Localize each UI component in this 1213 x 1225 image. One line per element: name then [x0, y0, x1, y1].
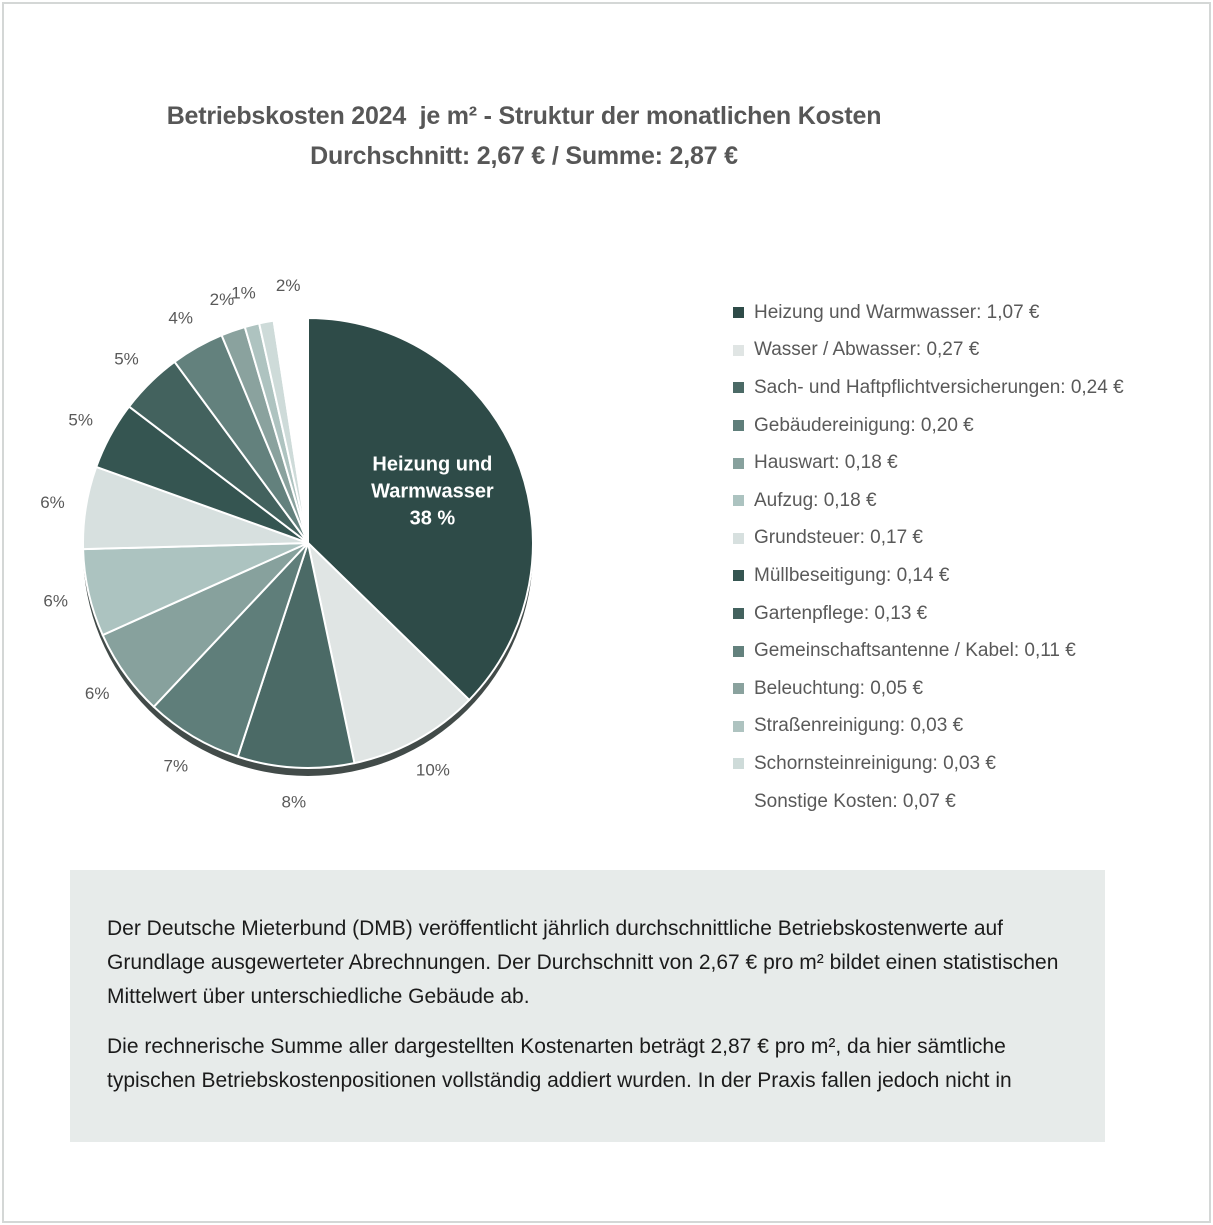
- legend-label: Grundsteuer: 0,17 €: [754, 527, 923, 549]
- legend-swatch: [733, 495, 744, 506]
- legend-label: Sach- und Haftpflichtversicherungen: 0,24 €: [754, 376, 1124, 398]
- legend-swatch: [733, 420, 744, 431]
- legend-swatch: [733, 758, 744, 769]
- legend-label: Müllbeseitigung: 0,14 €: [754, 564, 950, 586]
- legend-label: Sonstige Kosten: 0,07 €: [754, 790, 956, 812]
- description-box: [70, 870, 1105, 1142]
- pie-percent-label: 8%: [281, 792, 307, 812]
- pie-inside-label: Heizung und Warmwasser 38 %: [371, 453, 494, 530]
- legend-swatch: [733, 608, 744, 619]
- description-paragraph-2: Die rechnerische Summe aller dargestellten Kostenarten beträgt 2,87 € pro m², da hier sämtliche typischen Betriebskostenpositionen vollständig addiert wurden. In der Praxis fallen jedoch nicht in: [107, 1035, 1012, 1092]
- legend-item: [733, 670, 1124, 708]
- legend-swatch: [733, 646, 744, 657]
- pie-percent-label: 1%: [231, 283, 256, 303]
- legend-item: [733, 783, 1124, 821]
- legend-label: Hauswart: 0,18 €: [754, 452, 898, 474]
- legend-label: Gartenpflege: 0,13 €: [754, 602, 928, 624]
- legend-swatch: [733, 796, 744, 807]
- legend-item: [733, 294, 1124, 332]
- chart-title-block: [0, 96, 1048, 176]
- legend-label: Straßenreinigung: 0,03 €: [754, 715, 964, 737]
- legend-swatch: [733, 307, 744, 318]
- pie-percent-label: 5%: [114, 349, 139, 369]
- legend-item: [733, 369, 1124, 407]
- legend-item: [733, 332, 1124, 370]
- legend-item: [733, 482, 1124, 520]
- legend-swatch: [733, 721, 744, 732]
- pie-percent-label: 6%: [40, 493, 65, 513]
- legend-item: [733, 557, 1124, 595]
- pie-chart-svg: [20, 270, 600, 830]
- pie-chart: [20, 270, 600, 830]
- legend-label: Gebäudereinigung: 0,20 €: [754, 414, 974, 436]
- pie-percent-label: 5%: [68, 410, 93, 430]
- legend-swatch: [733, 458, 744, 469]
- legend-swatch: [733, 683, 744, 694]
- chart-subtitle: Durchschnitt: 2,67 € / Summe: 2,87 €: [310, 142, 738, 170]
- pie-percent-label: 2%: [275, 276, 301, 295]
- legend-swatch: [733, 345, 744, 356]
- chart-legend: [733, 294, 1124, 820]
- legend-item: [733, 407, 1124, 445]
- pie-percent-label: 2%: [209, 290, 235, 309]
- legend-swatch: [733, 570, 744, 581]
- legend-item: [733, 595, 1124, 633]
- pie-percent-label: 7%: [163, 756, 189, 776]
- legend-item: [733, 444, 1124, 482]
- legend-label: Heizung und Warmwasser: 1,07 €: [754, 301, 1040, 323]
- chart-title: Betriebskosten 2024 je m² - Struktur der monatlichen Kosten: [166, 102, 882, 130]
- legend-item: [733, 708, 1124, 746]
- legend-swatch: [733, 533, 744, 544]
- pie-percent-label: 6%: [84, 684, 110, 703]
- legend-label: Beleuchtung: 0,05 €: [754, 677, 924, 699]
- legend-swatch: [733, 382, 744, 393]
- legend-item: [733, 632, 1124, 670]
- description-paragraph-1: Der Deutsche Mieterbund (DMB) veröffentlicht jährlich durchschnittliche Betriebskostenwerte auf Grundlage ausgewerteter Abrechnungen. Der Durchschnitt von 2,67 € pro m² bildet einen statistischen Mittelwert über unterschiedliche Gebäude ab.: [107, 917, 1059, 1008]
- legend-label: Wasser / Abwasser: 0,27 €: [754, 339, 980, 361]
- legend-item: [733, 520, 1124, 558]
- pie-percent-label: 10%: [415, 760, 450, 780]
- legend-label: Aufzug: 0,18 €: [754, 489, 877, 511]
- legend-label: Gemeinschaftsantenne / Kabel: 0,11 €: [754, 640, 1076, 662]
- pie-percent-label: 6%: [43, 591, 68, 611]
- pie-percent-label: 4%: [168, 308, 193, 328]
- legend-item: [733, 745, 1124, 783]
- legend-label: Schornsteinreinigung: 0,03 €: [754, 752, 996, 774]
